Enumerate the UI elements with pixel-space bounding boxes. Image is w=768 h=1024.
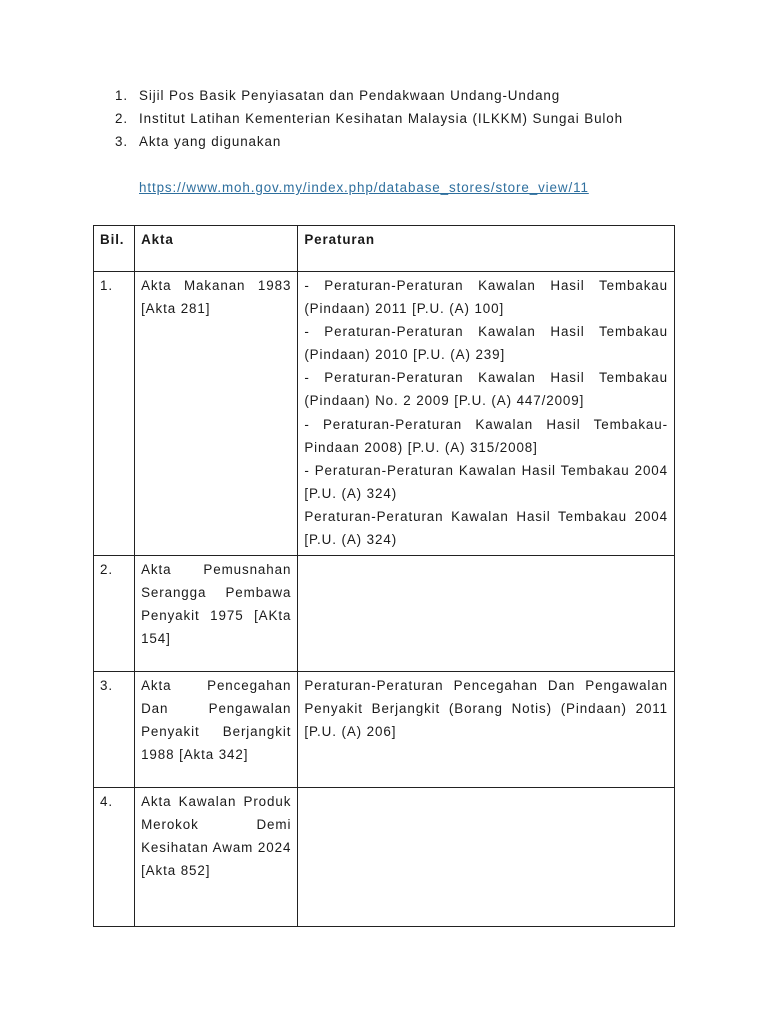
row-akta: Akta Kawalan Produk Merokok Demi Kesihatan Awam 2024 [Akta 852]: [135, 788, 298, 927]
list-item: [115, 109, 623, 132]
peraturan-item: - Peraturan-Peraturan Kawalan Hasil Tembakau-Pindaan 2008) [P.U. (A) 315/2008]: [304, 416, 668, 455]
row-bil: 2.: [94, 556, 135, 672]
numbered-list: [115, 86, 623, 155]
peraturan-item: Peraturan-Peraturan Kawalan Hasil Tembakau 2004 [P.U. (A) 324): [304, 508, 668, 548]
table-row: [94, 556, 675, 672]
peraturan-item: - Peraturan-Peraturan Kawalan Hasil Tembakau (Pindaan) No. 2 2009 [P.U. (A) 447/2009]: [304, 370, 668, 409]
table-row: [94, 672, 675, 788]
header-peraturan: Peraturan: [298, 226, 675, 272]
peraturan-item: Peraturan-Peraturan Pencegahan Dan Pengawalan Penyakit Berjangkit (Borang Notis) (Pindaan) 2011 [P.U. (A) 206]: [304, 678, 668, 740]
list-item-text: Akta yang digunakan: [139, 134, 282, 149]
peraturan-item: - Peraturan-Peraturan Kawalan Hasil Tembakau (Pindaan) 2010 [P.U. (A) 239]: [304, 324, 668, 363]
row-peraturan: [298, 672, 675, 788]
list-item-number: 2.: [115, 111, 128, 126]
peraturan-item: - Peraturan-Peraturan Kawalan Hasil Tembakau 2004 [P.U. (A) 324): [304, 462, 668, 501]
moh-database-link[interactable]: https://www.moh.gov.my/index.php/database_stores/store_view/11: [139, 180, 589, 195]
row-akta: Akta Makanan 1983 [Akta 281]: [135, 272, 298, 556]
list-item-text: Institut Latihan Kementerian Kesihatan Malaysia (ILKKM) Sungai Buloh: [139, 111, 623, 126]
row-akta: Akta Pencegahan Dan Pengawalan Penyakit Berjangkit 1988 [Akta 342]: [135, 672, 298, 788]
list-item: [115, 132, 623, 155]
header-akta: Akta: [135, 226, 298, 272]
row-akta: Akta Pemusnahan Serangga Pembawa Penyakit 1975 [AKta 154]: [135, 556, 298, 672]
peraturan-item: - Peraturan-Peraturan Kawalan Hasil Tembakau (Pindaan) 2011 [P.U. (A) 100]: [304, 278, 668, 317]
row-peraturan: [298, 788, 675, 927]
legislation-table: [93, 225, 675, 927]
table-row: [94, 788, 675, 927]
table-row: [94, 272, 675, 556]
row-peraturan: [298, 272, 675, 556]
list-item: [115, 86, 623, 109]
list-item-number: 3.: [115, 134, 128, 149]
row-bil: 3.: [94, 672, 135, 788]
row-bil: 1.: [94, 272, 135, 556]
row-peraturan: [298, 556, 675, 672]
list-item-number: 1.: [115, 88, 128, 103]
list-item-text: Sijil Pos Basik Penyiasatan dan Pendakwaan Undang-Undang: [139, 88, 561, 103]
table-header-row: [94, 226, 675, 272]
row-bil: 4.: [94, 788, 135, 927]
header-bil: Bil.: [94, 226, 135, 272]
